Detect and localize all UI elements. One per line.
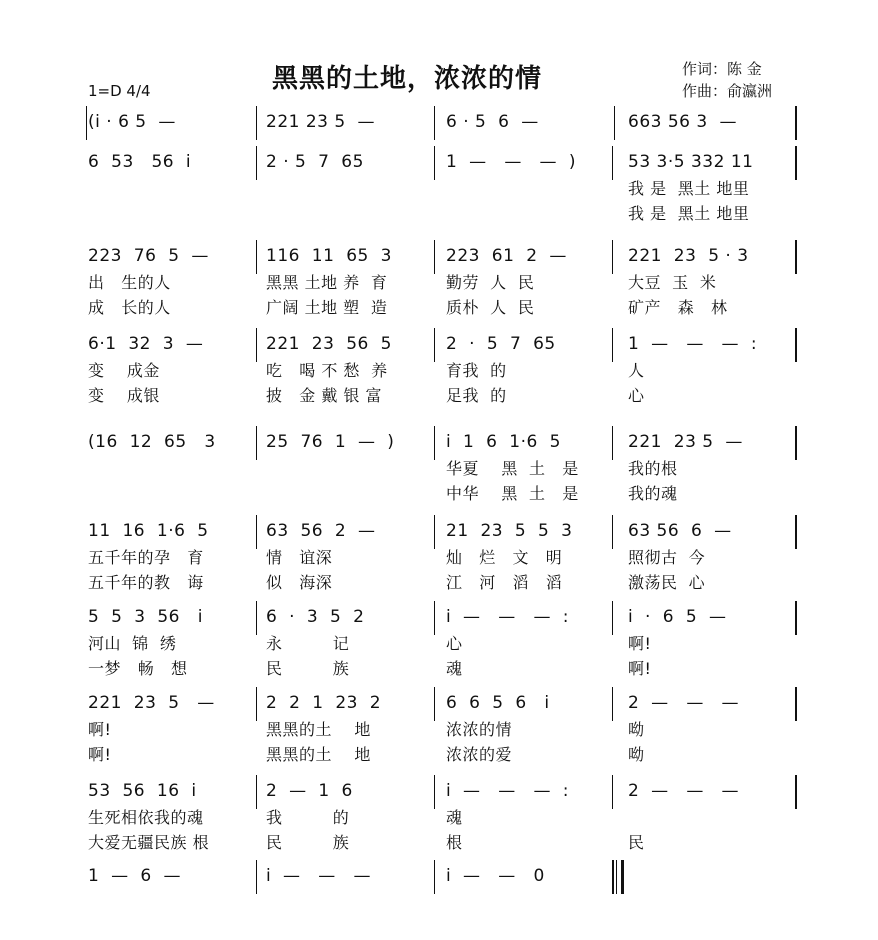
notes-measure: 2 2 1 23 2	[266, 693, 382, 713]
notes-measure: 223 61 2 —	[446, 246, 567, 266]
lyric-text: 啊!	[628, 659, 652, 678]
notes-measure: 6 6 5 6 i	[446, 693, 550, 713]
notes-measure: 63 56 2 —	[266, 521, 376, 541]
lyric-text: 人	[628, 361, 645, 380]
notes-measure: i — — —	[266, 866, 371, 886]
bar-line	[256, 860, 257, 894]
lyric-text: 一梦 畅 想	[88, 659, 188, 678]
notes-measure: 221 23 5 —	[628, 432, 743, 452]
notes-measure: 221 23 5 —	[266, 112, 376, 132]
bar-line	[256, 106, 257, 140]
notes-measure: 2 — — —	[628, 781, 740, 801]
notes-measure: i — — — :	[446, 607, 569, 627]
lyric-text: 足我 的	[446, 386, 507, 405]
lyric-text: 呦	[628, 720, 645, 739]
bar-line	[256, 687, 257, 721]
bar-line	[795, 426, 797, 460]
bar-line	[434, 328, 435, 362]
notes-measure: 2 — — —	[628, 693, 740, 713]
lyric-text: 华夏 黑 土 是	[446, 459, 579, 478]
lyric-text: 照彻古 今	[628, 548, 706, 567]
notes-measure: 6 · 3 5 2	[266, 607, 365, 627]
lyric-text: 民 族	[266, 659, 350, 678]
bar-line	[612, 328, 613, 362]
notes-measure: 6 53 56 i	[88, 152, 192, 172]
bar-line	[795, 515, 797, 549]
notes-measure: 2 — 1 6	[266, 781, 353, 801]
notes-measure: 25 76 1 — )	[266, 432, 395, 452]
bar-line	[612, 240, 613, 274]
lyric-text: 啊!	[88, 745, 112, 764]
notes-measure: 221 23 5 · 3	[628, 246, 749, 266]
notes-measure: 5 5 3 56 i	[88, 607, 203, 627]
lyric-text: 似 海深	[266, 573, 333, 592]
key-signature: 1=D 4/4	[88, 82, 151, 100]
bar-line	[612, 687, 613, 721]
lyric-text: 心	[446, 634, 463, 653]
notes-measure: 11 16 1·6 5	[88, 521, 209, 541]
bar-line	[256, 515, 257, 549]
bar-line	[256, 775, 257, 809]
bar-line	[434, 146, 435, 180]
bar-line	[612, 601, 613, 635]
lyric-text: 生死相依我的魂	[88, 808, 204, 827]
lyric-text: 变 成银	[88, 386, 160, 405]
bar-line	[256, 426, 257, 460]
bar-line	[256, 146, 257, 180]
lyric-text: 根	[446, 833, 463, 852]
lyric-text: 成 长的人	[88, 298, 171, 317]
lyric-text: 广阔 土地 塑 造	[266, 298, 388, 317]
bar-line	[434, 860, 435, 894]
bar-line	[434, 240, 435, 274]
composer-credit: 作曲：俞瀛洲	[682, 82, 773, 100]
lyric-text: 吃 喝 不 愁 养	[266, 361, 388, 380]
bar-line	[795, 775, 797, 809]
lyric-text: 质朴 人 民	[446, 298, 535, 317]
bar-line	[612, 860, 614, 894]
lyric-text: 心	[628, 386, 645, 405]
notes-measure: 116 11 65 3	[266, 246, 392, 266]
lyric-text: 民 族	[266, 833, 350, 852]
bar-line	[612, 426, 613, 460]
notes-measure: 1 — — — )	[446, 152, 576, 172]
lyric-text: 啊!	[628, 634, 652, 653]
lyric-text: 我 是 黑土 地里	[628, 204, 750, 223]
bar-line	[434, 426, 435, 460]
notes-measure: 21 23 5 5 3	[446, 521, 573, 541]
notes-measure: 663 56 3 —	[628, 112, 738, 132]
notes-measure: 63 56 6 —	[628, 521, 732, 541]
bar-line	[612, 146, 613, 180]
lyric-text: 黑黑的土 地	[266, 720, 371, 739]
notes-measure: 6·1 32 3 —	[88, 334, 204, 354]
lyric-text: 河山 锦 绣	[88, 634, 177, 653]
bar-line	[612, 515, 613, 549]
bar-line	[256, 601, 257, 635]
notes-measure: (i · 6 5 —	[88, 112, 176, 132]
lyric-text: 我的根	[628, 459, 678, 478]
notes-measure: 1 — 6 —	[88, 866, 182, 886]
notes-measure: 6 · 5 6 —	[446, 112, 539, 132]
lyric-text: 勤劳 人 民	[446, 273, 535, 292]
notes-measure: 53 56 16 i	[88, 781, 197, 801]
lyric-text: 五千年的教 诲	[88, 573, 204, 592]
lyric-text: 永 记	[266, 634, 350, 653]
lyric-text: 啊!	[88, 720, 112, 739]
notes-measure: 1 — — — :	[628, 334, 758, 354]
lyric-text: 魂	[446, 808, 463, 827]
lyric-text: 情 谊深	[266, 548, 333, 567]
notes-measure: 223 76 5 —	[88, 246, 209, 266]
bar-line	[434, 687, 435, 721]
bar-line	[86, 106, 87, 140]
lyric-text: 披 金 戴 银 富	[266, 386, 383, 405]
lyric-text: 浓浓的情	[446, 720, 513, 739]
bar-line	[434, 601, 435, 635]
lyric-text: 民	[628, 833, 645, 852]
notes-measure: i · 6 5 —	[628, 607, 727, 627]
lyric-text: 出 生的人	[88, 273, 171, 292]
bar-line	[614, 106, 615, 140]
bar-line	[434, 106, 435, 140]
notes-measure: 221 23 56 5	[266, 334, 392, 354]
lyric-text: 育我 的	[446, 361, 507, 380]
bar-line	[612, 775, 613, 809]
lyric-text: 黑黑的土 地	[266, 745, 371, 764]
bar-line	[795, 687, 797, 721]
bar-line	[434, 775, 435, 809]
lyric-text: 呦	[628, 745, 645, 764]
bar-line	[256, 328, 257, 362]
bar-line	[256, 240, 257, 274]
notes-measure: 53 3·5 332 11	[628, 152, 754, 172]
lyric-text: 我的魂	[628, 484, 678, 503]
lyric-text: 五千年的孕 育	[88, 548, 204, 567]
lyric-text: 魂	[446, 659, 463, 678]
lyric-text: 黑黑 土地 养 育	[266, 273, 388, 292]
lyric-text: 我 的	[266, 808, 350, 827]
lyricist-credit: 作词：陈 金	[682, 60, 762, 78]
notes-measure: i — — — :	[446, 781, 569, 801]
lyric-text: 激荡民 心	[628, 573, 706, 592]
lyric-text: 浓浓的爱	[446, 745, 513, 764]
lyric-text: 江 河 滔 滔	[446, 573, 563, 592]
notes-measure: 2 · 5 7 65	[446, 334, 556, 354]
lyric-text: 中华 黑 土 是	[446, 484, 579, 503]
bar-line	[795, 146, 797, 180]
lyric-text: 矿产 森 林	[628, 298, 728, 317]
notes-measure: 221 23 5 —	[88, 693, 215, 713]
notes-measure: i — — 0	[446, 866, 545, 886]
song-title: 黑黑的土地，浓浓的情	[272, 64, 543, 94]
lyric-text: 变 成金	[88, 361, 160, 380]
notes-measure: (16 12 65 3	[88, 432, 216, 452]
lyric-text: 我 是 黑土 地里	[628, 179, 750, 198]
notes-measure: i 1 6 1·6 5	[446, 432, 561, 452]
lyric-text: 大豆 玉 米	[628, 273, 717, 292]
bar-line	[795, 240, 797, 274]
notes-measure: 2 · 5 7 65	[266, 152, 364, 172]
lyric-text: 灿 烂 文 明	[446, 548, 563, 567]
lyric-text: 大爱无疆民族 根	[88, 833, 210, 852]
bar-line	[434, 515, 435, 549]
bar-line	[795, 106, 797, 140]
bar-line	[795, 601, 797, 635]
bar-line	[795, 328, 797, 362]
